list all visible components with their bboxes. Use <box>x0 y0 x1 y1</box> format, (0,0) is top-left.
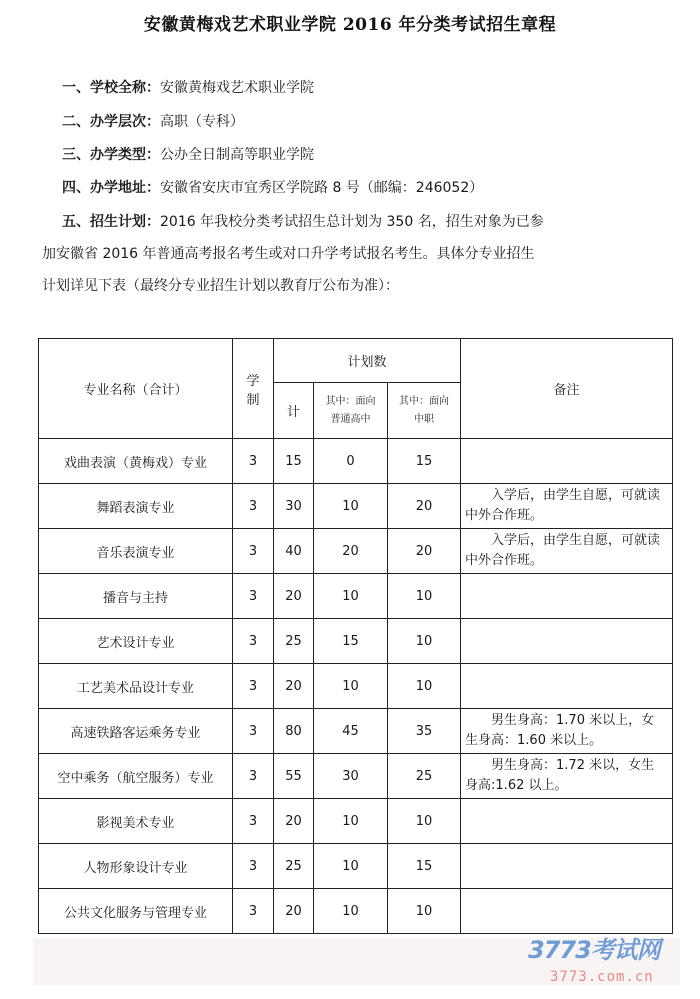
cell-general: 20 <box>314 529 388 574</box>
cell-major: 工艺美术品设计专业 <box>39 664 233 709</box>
table-row <box>39 529 673 574</box>
cell-major: 人物形象设计专业 <box>39 844 233 889</box>
cell-total: 30 <box>274 484 314 529</box>
cell-note <box>461 799 673 844</box>
cell-note <box>461 439 673 484</box>
header-vocational <box>388 383 461 439</box>
plan-label: 五、招生计划： <box>62 214 160 230</box>
table-row <box>39 619 673 664</box>
cell-major: 影视美术专业 <box>39 799 233 844</box>
cell-vocational: 25 <box>388 754 461 799</box>
cell-years: 3 <box>233 439 274 484</box>
note-line-1: 男生身高：1.72 米以，女生 <box>491 758 655 773</box>
note-line-2: 中外合作班。 <box>465 553 544 568</box>
cell-vocational: 10 <box>388 799 461 844</box>
cell-total: 25 <box>274 619 314 664</box>
header-major: 专业名称（合计） <box>39 339 233 439</box>
cell-vocational: 20 <box>388 529 461 574</box>
header-vocational-line-1: 其中：面向 <box>399 395 450 407</box>
header-total: 计 <box>274 383 314 439</box>
header-years <box>233 339 274 439</box>
cell-vocational: 15 <box>388 439 461 484</box>
cell-major: 播音与主持 <box>39 574 233 619</box>
cell-total: 20 <box>274 664 314 709</box>
cell-note <box>461 844 673 889</box>
cell-major: 艺术设计专业 <box>39 619 233 664</box>
cell-note <box>461 619 673 664</box>
info-label: 一、学校全称： <box>62 80 160 96</box>
header-general-high <box>314 383 388 439</box>
table-row <box>39 574 673 619</box>
cell-years: 3 <box>233 799 274 844</box>
table-header-row <box>39 339 673 383</box>
info-value: 安徽省安庆市宜秀区学院路 8 号（邮编：246052） <box>160 180 484 196</box>
cell-general: 10 <box>314 664 388 709</box>
cell-major: 舞蹈表演专业 <box>39 484 233 529</box>
info-school-name <box>62 79 314 97</box>
note-line-1: 入学后，由学生自愿，可就读 <box>491 488 661 503</box>
cell-vocational: 35 <box>388 709 461 754</box>
watermark-logo-text: 3773考试网 <box>528 936 660 964</box>
cell-note <box>461 889 673 934</box>
note-line-1: 入学后，由学生自愿，可就读 <box>491 533 661 548</box>
cell-general: 15 <box>314 619 388 664</box>
cell-years: 3 <box>233 889 274 934</box>
cell-total: 20 <box>274 799 314 844</box>
plan-line-2: 加安徽省 2016 年普通高考报名考生或对口升学考试报名考生。具体分专业招生 <box>42 246 535 262</box>
cell-vocational: 10 <box>388 889 461 934</box>
cell-years: 3 <box>233 619 274 664</box>
cell-note <box>461 754 673 799</box>
cell-major: 高速铁路客运乘务专业 <box>39 709 233 754</box>
header-general-line-1: 其中：面向 <box>325 395 376 407</box>
cell-major: 音乐表演专业 <box>39 529 233 574</box>
cell-general: 30 <box>314 754 388 799</box>
cell-note <box>461 529 673 574</box>
cell-major: 戏曲表演（黄梅戏）专业 <box>39 439 233 484</box>
watermark-logo <box>528 934 698 986</box>
note-line-2: 中外合作班。 <box>465 508 544 523</box>
enrollment-plan-table <box>38 338 673 934</box>
plan-first-line <box>42 206 662 238</box>
cell-total: 20 <box>274 889 314 934</box>
cell-total: 55 <box>274 754 314 799</box>
cell-years: 3 <box>233 529 274 574</box>
cell-years: 3 <box>233 844 274 889</box>
cell-note <box>461 709 673 754</box>
note-line-2: 生身高：1.60 米以上。 <box>465 733 603 748</box>
plan-line-3: 计划详见下表（最终分专业招生计划以教育厅公布为准）： <box>42 278 399 294</box>
cell-major: 公共文化服务与管理专业 <box>39 889 233 934</box>
cell-general: 10 <box>314 844 388 889</box>
header-vocational-line-2: 中职 <box>414 413 435 425</box>
table-row <box>39 754 673 799</box>
info-value: 安徽黄梅戏艺术职业学院 <box>160 80 314 96</box>
info-address <box>62 179 483 197</box>
cell-note <box>461 484 673 529</box>
info-level <box>62 113 244 131</box>
plan-line-1: 2016 年我校分类考试招生总计划为 350 名，招生对象为已参 <box>160 214 544 230</box>
table-row <box>39 439 673 484</box>
cell-total: 20 <box>274 574 314 619</box>
cell-general: 10 <box>314 574 388 619</box>
cell-years: 3 <box>233 664 274 709</box>
cell-vocational: 10 <box>388 574 461 619</box>
table-row <box>39 484 673 529</box>
cell-vocational: 20 <box>388 484 461 529</box>
table-row <box>39 889 673 934</box>
cell-years: 3 <box>233 484 274 529</box>
cell-total: 25 <box>274 844 314 889</box>
table-row <box>39 709 673 754</box>
page-title: 安徽黄梅戏艺术职业学院 2016 年分类考试招生章程 <box>143 15 557 35</box>
note-line-2: 身高:1.62 以上。 <box>465 778 568 793</box>
cell-total: 40 <box>274 529 314 574</box>
cell-total: 15 <box>274 439 314 484</box>
cell-general: 10 <box>314 889 388 934</box>
cell-years: 3 <box>233 709 274 754</box>
header-note: 备注 <box>461 339 673 439</box>
header-general-line-2: 普通高中 <box>330 413 371 425</box>
enrollment-plan-paragraph <box>42 206 662 302</box>
watermark-url: 3773.com.cn <box>550 969 654 985</box>
cell-total: 80 <box>274 709 314 754</box>
info-label: 二、办学层次： <box>62 114 160 130</box>
table-row <box>39 844 673 889</box>
cell-vocational: 15 <box>388 844 461 889</box>
cell-years: 3 <box>233 574 274 619</box>
cell-note <box>461 574 673 619</box>
cell-general: 10 <box>314 799 388 844</box>
cell-general: 10 <box>314 484 388 529</box>
cell-major: 空中乘务（航空服务）专业 <box>39 754 233 799</box>
header-years-line-1: 学 <box>246 373 260 389</box>
cell-vocational: 10 <box>388 619 461 664</box>
header-plan: 计划数 <box>274 339 461 383</box>
note-line-1: 男生身高：1.70 米以上，女 <box>491 713 655 728</box>
info-label: 四、办学地址： <box>62 180 160 196</box>
cell-general: 0 <box>314 439 388 484</box>
header-years-line-2: 制 <box>246 392 260 408</box>
cell-note <box>461 664 673 709</box>
info-value: 公办全日制高等职业学院 <box>160 147 314 163</box>
cell-vocational: 10 <box>388 664 461 709</box>
info-type <box>62 146 314 164</box>
info-value: 高职（专科） <box>160 114 244 130</box>
cell-years: 3 <box>233 754 274 799</box>
table-row <box>39 799 673 844</box>
info-label: 三、办学类型： <box>62 147 160 163</box>
cell-general: 45 <box>314 709 388 754</box>
table-row <box>39 664 673 709</box>
